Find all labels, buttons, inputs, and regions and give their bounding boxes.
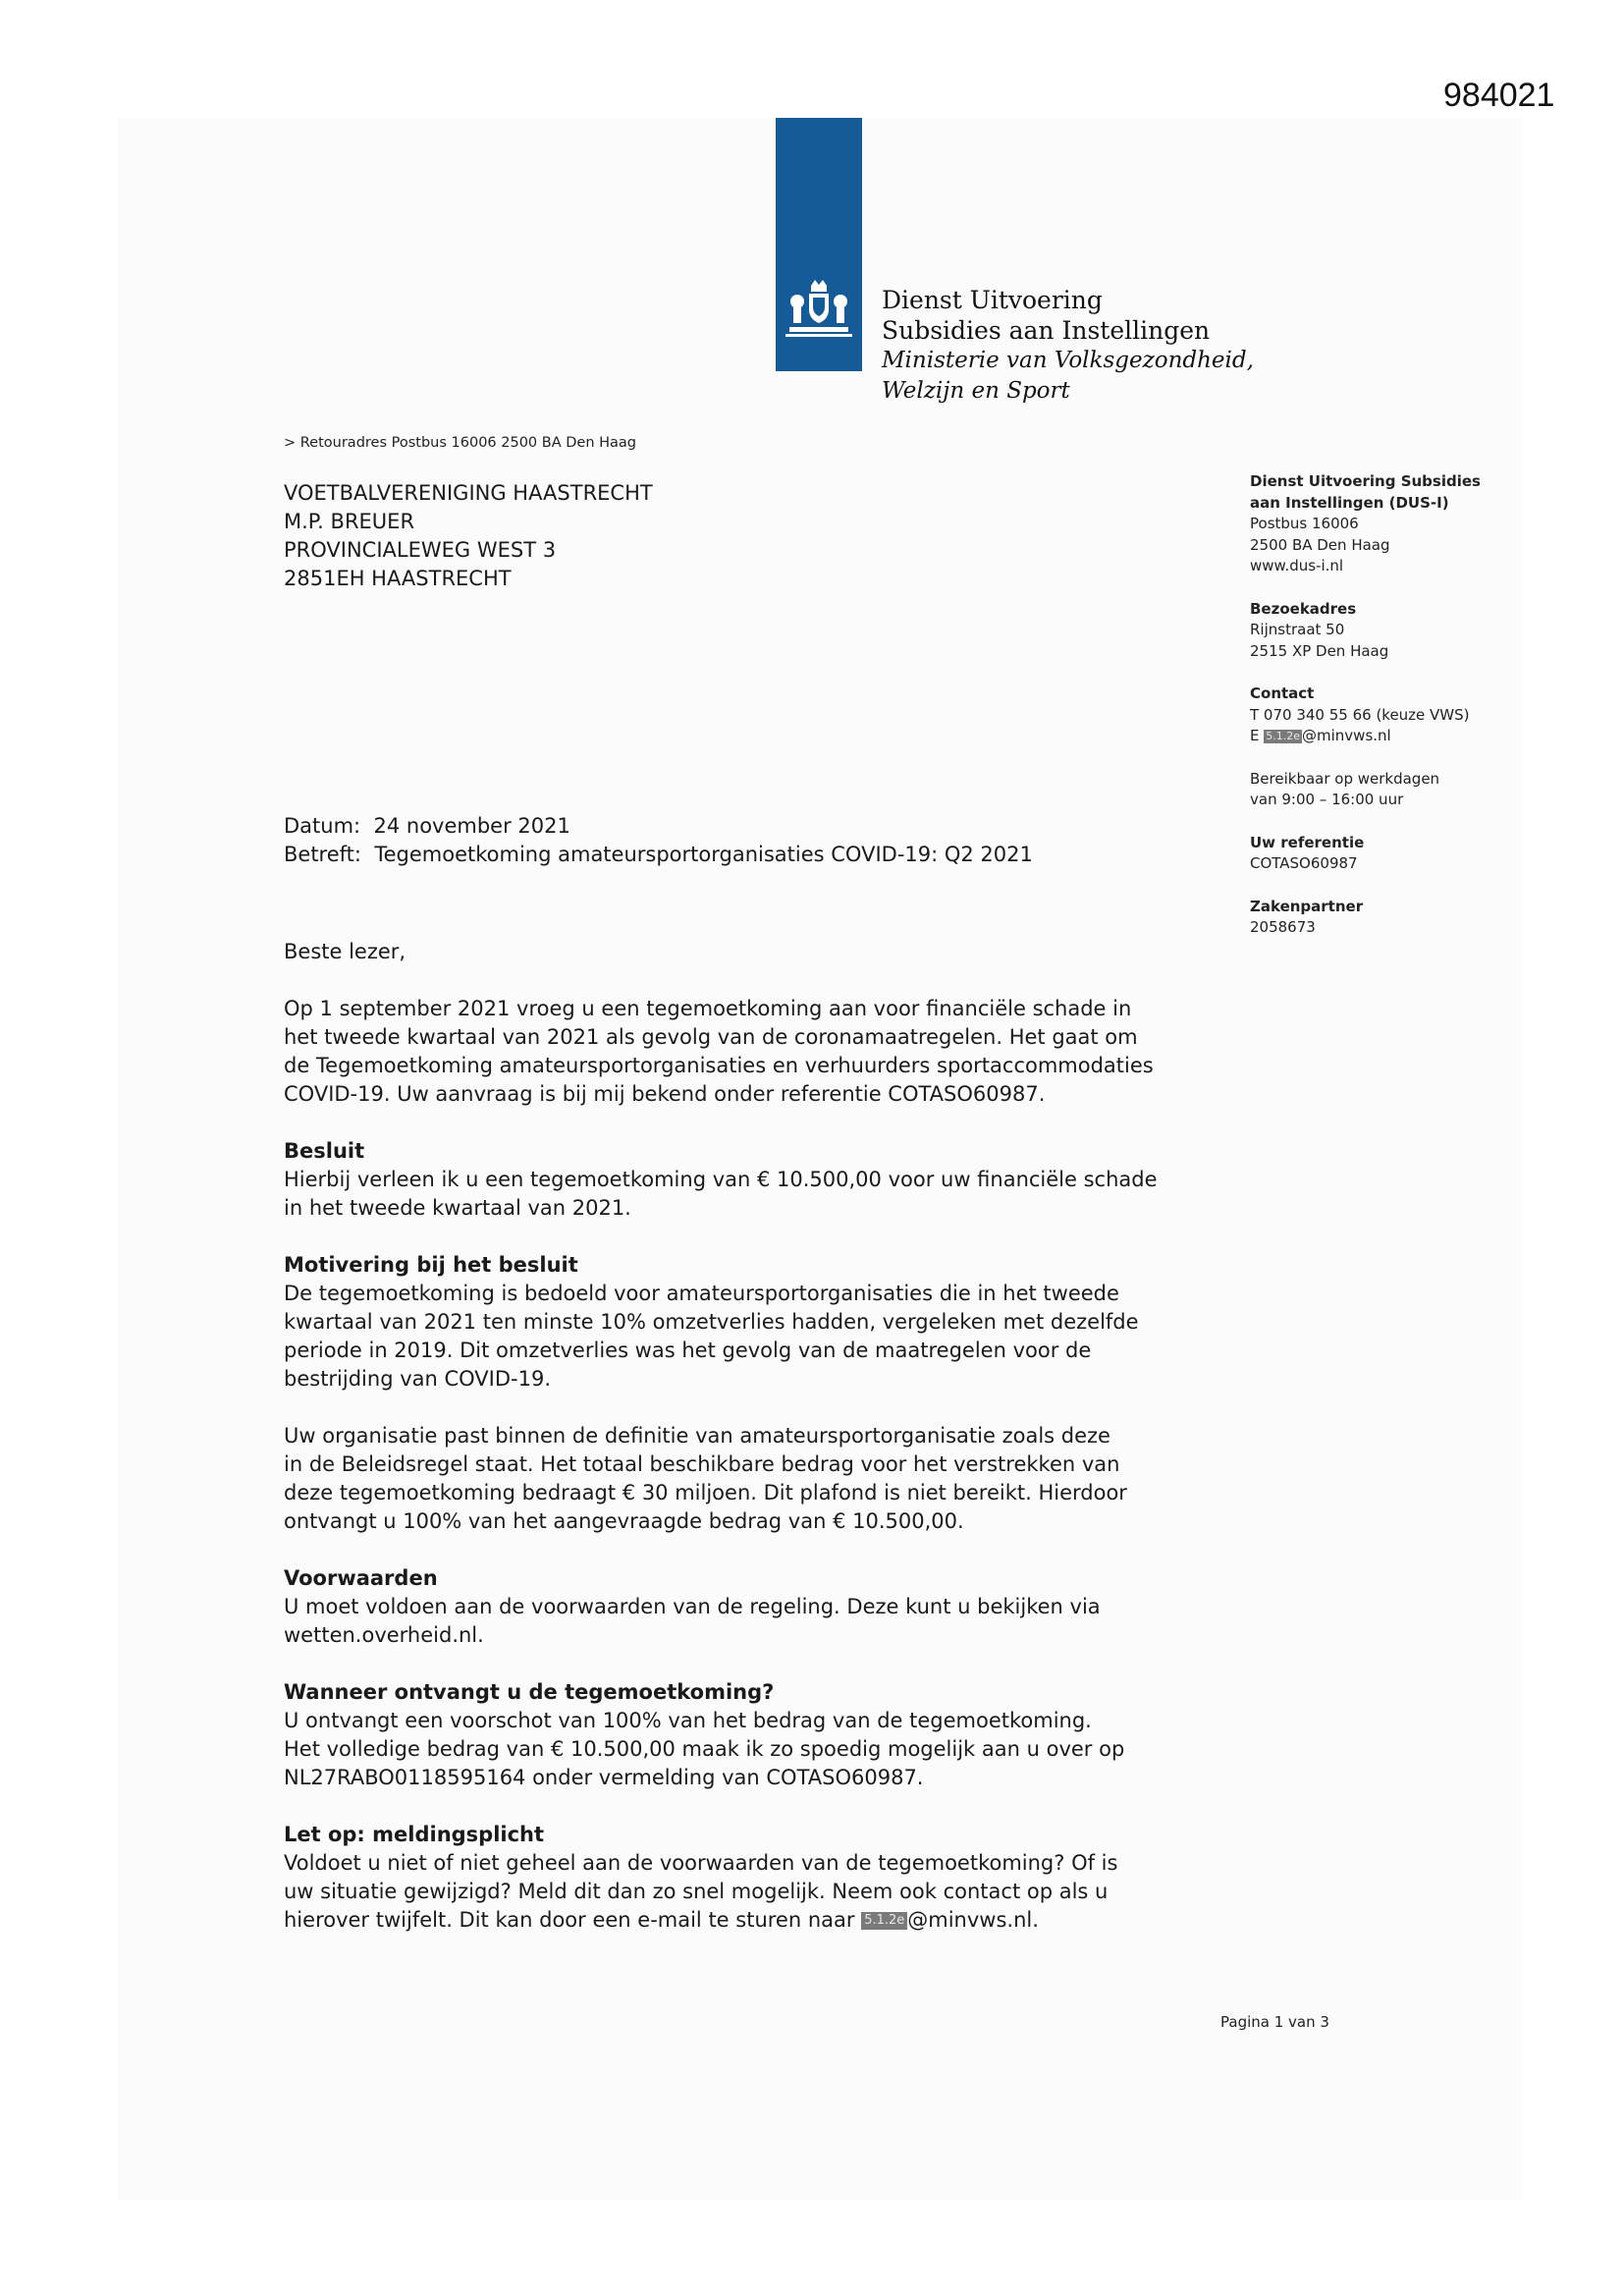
payment-paragraph — [284, 1707, 1217, 1792]
date-row — [284, 812, 1033, 841]
text-line: Hierbij verleen ik u een tegemoetkoming van € 10.500,00 voor uw financiële schade — [284, 1168, 1158, 1191]
recipient-line: 2851EH HAASTRECHT — [284, 567, 512, 590]
document-number: 984021 — [1443, 77, 1555, 114]
sidebar-hours-line: Bereikbaar op werkdagen — [1250, 769, 1440, 788]
sidebar-reference-value: COTASO60987 — [1250, 854, 1358, 872]
section-title-besluit: Besluit — [284, 1139, 365, 1163]
intro-paragraph — [284, 995, 1217, 1109]
subject-row — [284, 841, 1033, 869]
recipient-line: VOETBALVERENIGING HAASTRECHT — [284, 481, 653, 505]
date-value: 24 november 2021 — [373, 814, 570, 838]
email-domain: @minvws.nl — [1302, 727, 1391, 744]
text-line: Het volledige bedrag van € 10.500,00 maak ik zo spoedig mogelijk aan u over op — [284, 1737, 1125, 1761]
letter-body — [284, 938, 1217, 1935]
sidebar-visit-street: Rijnstraat 50 — [1250, 621, 1345, 638]
text-line: in de Beleidsregel staat. Het totaal beschikbare bedrag voor het verstrekken van — [284, 1452, 1120, 1476]
letterhead-line1: Dienst Uitvoering — [882, 286, 1103, 314]
return-address: > Retouradres Postbus 16006 2500 BA Den Haag — [284, 435, 637, 451]
text-line: U moet voldoen aan de voorwaarden van de regeling. Deze kunt u bekijken via — [284, 1595, 1101, 1618]
letterhead-line2: Subsidies aan Instellingen — [882, 316, 1211, 345]
text-line: bestrijding van COVID-19. — [284, 1367, 552, 1391]
text-line: de Tegemoetkoming amateursportorganisaties en verhuurders sportaccommodaties — [284, 1054, 1154, 1077]
text-line: Voldoet u niet of niet geheel aan de voorwaarden van de tegemoetkoming? Of is — [284, 1851, 1118, 1875]
salutation: Beste lezer, — [284, 940, 406, 963]
letterhead — [882, 285, 1254, 407]
sidebar-org — [1250, 471, 1505, 577]
crest-icon — [782, 280, 856, 339]
date-label: Datum: — [284, 814, 361, 838]
text-line: in het tweede kwartaal van 2021. — [284, 1196, 631, 1220]
recipient-line: PROVINCIALEWEG WEST 3 — [284, 538, 557, 562]
text-line: De tegemoetkoming is bedoeld voor amateursportorganisaties die in het tweede — [284, 1282, 1119, 1305]
text-line: ontvangt u 100% van het aangevraagde bedrag van € 10.500,00. — [284, 1509, 964, 1533]
motivation-paragraph — [284, 1422, 1217, 1536]
letterhead-line4: Welzijn en Sport — [882, 378, 1070, 404]
section-title-voorwaarden: Voorwaarden — [284, 1566, 438, 1590]
text-line: het tweede kwartaal van 2021 als gevolg van de coronamaatregelen. Het gaat om — [284, 1025, 1138, 1049]
sidebar-org-postbus: Postbus 16006 — [1250, 515, 1359, 532]
sidebar-partner-head: Zakenpartner — [1250, 897, 1364, 915]
sidebar-hours — [1250, 769, 1505, 811]
notice-last-suffix: @minvws.nl. — [907, 1908, 1039, 1932]
redaction-mark: 5.1.2e — [1266, 729, 1301, 742]
text-line: U ontvangt een voorschot van 100% van het bedrag van de tegemoetkoming. — [284, 1709, 1092, 1732]
notice-paragraph — [284, 1849, 1217, 1935]
sidebar-visit-postcode: 2515 XP Den Haag — [1250, 641, 1389, 660]
text-line: wetten.overheid.nl. — [284, 1623, 484, 1647]
conditions-paragraph — [284, 1593, 1217, 1650]
section-title-payment: Wanneer ontvangt u de tegemoetkoming? — [284, 1680, 775, 1704]
sidebar-contact-email — [1250, 726, 1505, 747]
email-prefix: E — [1250, 727, 1265, 744]
sidebar-contact-head: Contact — [1250, 684, 1315, 702]
sidebar-org-postcode: 2500 BA Den Haag — [1250, 535, 1390, 554]
motivation-paragraph — [284, 1280, 1217, 1394]
recipient-address — [284, 479, 653, 593]
sidebar-contact-phone: T 070 340 55 66 (keuze VWS) — [1250, 705, 1470, 724]
text-line — [284, 1908, 1039, 1932]
text-line: COVID-19. Uw aanvraag is bij mij bekend onder referentie COTASO60987. — [284, 1082, 1046, 1106]
text-line: deze tegemoetkoming bedraagt € 30 miljoen. Dit plafond is niet bereikt. Hierdoor — [284, 1481, 1127, 1504]
text-line: NL27RABO0118595164 onder vermelding van COTASO60987. — [284, 1766, 924, 1789]
sidebar-reference — [1250, 833, 1505, 875]
logo-bar — [776, 118, 862, 371]
text-line: Op 1 september 2021 vroeg u een tegemoetkoming aan voor financiële schade in — [284, 997, 1132, 1020]
letterhead-line3: Ministerie van Volksgezondheid, — [882, 348, 1254, 373]
sender-sidebar — [1250, 471, 1505, 960]
text-line: kwartaal van 2021 ten minste 10% omzetverlies hadden, vergeleken met dezelfde — [284, 1310, 1139, 1334]
sidebar-visit — [1250, 599, 1505, 663]
decision-paragraph — [284, 1166, 1217, 1223]
sidebar-org-head: Dienst Uitvoering Subsidies — [1250, 472, 1481, 490]
section-title-motivering: Motivering bij het besluit — [284, 1253, 578, 1277]
sidebar-hours-line: van 9:00 – 16:00 uur — [1250, 791, 1404, 808]
section-title-meldingsplicht: Let op: meldingsplicht — [284, 1823, 545, 1846]
sidebar-visit-head: Bezoekadres — [1250, 599, 1357, 618]
letter-meta — [284, 812, 1033, 869]
redaction-mark: 5.1.2e — [861, 1912, 907, 1930]
notice-last-prefix: hierover twijfelt. Dit kan door een e-mail te sturen naar — [284, 1908, 862, 1932]
sidebar-reference-head: Uw referentie — [1250, 833, 1365, 851]
sidebar-org-head: aan Instellingen (DUS-I) — [1250, 493, 1449, 512]
text-line: uw situatie gewijzigd? Meld dit dan zo snel mogelijk. Neem ook contact op als u — [284, 1880, 1109, 1903]
recipient-line: M.P. BREUER — [284, 510, 415, 533]
subject-label: Betreft: — [284, 843, 361, 866]
sidebar-contact — [1250, 683, 1505, 747]
sidebar-partner — [1250, 897, 1505, 939]
sidebar-org-web: www.dus-i.nl — [1250, 557, 1344, 574]
sidebar-partner-value: 2058673 — [1250, 918, 1316, 936]
text-line: Uw organisatie past binnen de definitie van amateursportorganisatie zoals deze — [284, 1424, 1110, 1448]
text-line: periode in 2019. Dit omzetverlies was het gevolg van de maatregelen voor de — [284, 1339, 1092, 1362]
page-number: Pagina 1 van 3 — [1220, 2013, 1329, 2031]
subject-value: Tegemoetkoming amateursportorganisaties COVID-19: Q2 2021 — [374, 843, 1033, 866]
